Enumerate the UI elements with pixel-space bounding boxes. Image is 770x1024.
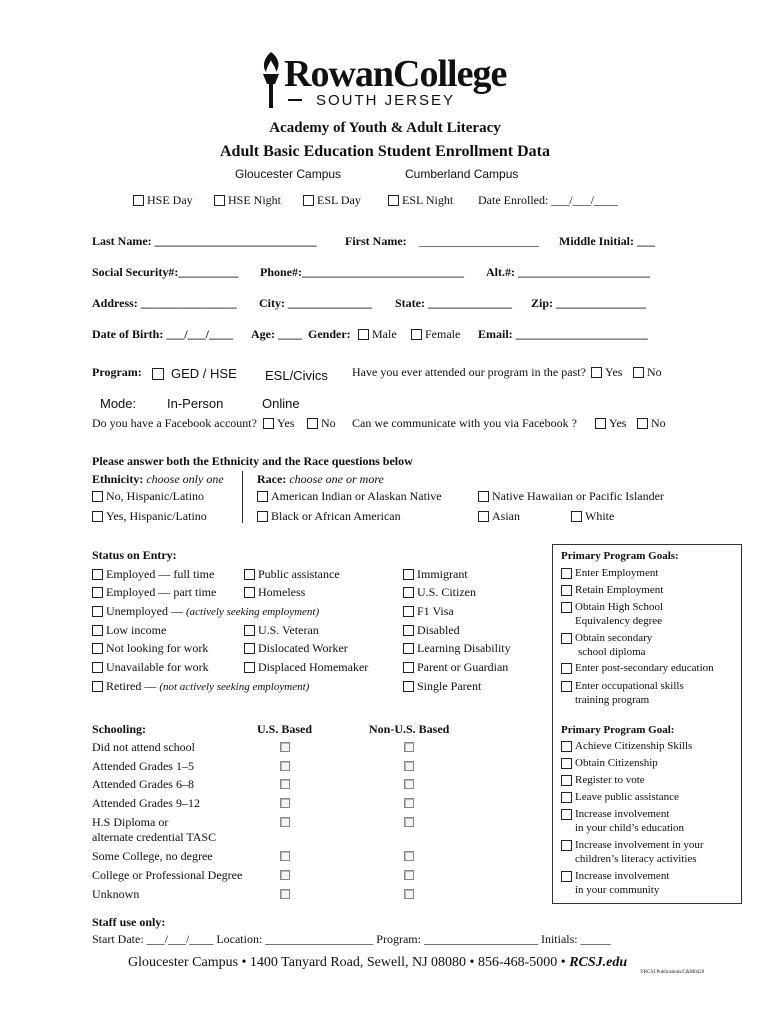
- email-field[interactable]: Email: ______________________: [478, 327, 648, 341]
- staff-heading: Staff use only:: [92, 915, 166, 929]
- checkbox[interactable]: [571, 511, 582, 522]
- attended-no[interactable]: No: [633, 365, 662, 380]
- schooling-row-grades-1-5: Attended Grades 1–5: [92, 759, 194, 773]
- status-retired[interactable]: Retired — (not actively seeking employment): [92, 679, 309, 694]
- checkbox[interactable]: [561, 792, 572, 803]
- facebook-no[interactable]: No: [307, 416, 336, 431]
- campus-gloucester: Gloucester Campus: [235, 167, 342, 181]
- status-homeless[interactable]: Homeless: [244, 585, 305, 600]
- checkbox[interactable]: [561, 741, 572, 752]
- race-american-indian[interactable]: American Indian or Alaskan Native: [257, 489, 442, 504]
- checkbox[interactable]: [561, 633, 572, 644]
- checkbox[interactable]: [92, 606, 103, 617]
- goal-obtain-citizenship[interactable]: Obtain Citizenship: [561, 757, 658, 769]
- checkbox[interactable]: [595, 418, 606, 429]
- facebook-yes[interactable]: Yes: [263, 416, 294, 431]
- class-hse-night[interactable]: HSE Night: [214, 193, 281, 208]
- race-native-hawaiian[interactable]: Native Hawaiian or Pacific Islander: [478, 489, 664, 504]
- status-displaced-homemaker[interactable]: Displaced Homemaker: [244, 660, 368, 675]
- class-esl-night[interactable]: ESL Night: [388, 193, 453, 208]
- first-name-label: First Name:: [345, 234, 407, 248]
- footer-website[interactable]: RCSJ.edu: [569, 955, 628, 970]
- schooling-nonus-checkbox[interactable]: [404, 779, 414, 789]
- schooling-nonus-checkbox[interactable]: [404, 889, 414, 899]
- schooling-us-checkbox[interactable]: [280, 817, 290, 827]
- facebook-comm-no[interactable]: No: [637, 416, 666, 431]
- status-immigrant[interactable]: Immigrant: [403, 567, 468, 582]
- schooling-nonus-checkbox[interactable]: [404, 817, 414, 827]
- goal-secondary-diploma[interactable]: Obtain secondary: [561, 632, 652, 644]
- schooling-us-checkbox[interactable]: [280, 851, 290, 861]
- schooling-row-degree: College or Professional Degree: [92, 868, 243, 882]
- goal-occupational-skills-line2: training program: [575, 694, 650, 706]
- status-learning-disability[interactable]: Learning Disability: [403, 641, 511, 656]
- gender-female[interactable]: Female: [411, 327, 460, 342]
- status-veteran[interactable]: U.S. Veteran: [244, 623, 319, 638]
- goal-citizenship-skills[interactable]: Achieve Citizenship Skills: [561, 740, 692, 752]
- checkbox[interactable]: [358, 329, 369, 340]
- checkbox[interactable]: [303, 195, 314, 206]
- attended-yes[interactable]: Yes: [591, 365, 622, 380]
- checkbox[interactable]: [411, 329, 422, 340]
- schooling-us-checkbox[interactable]: [280, 889, 290, 899]
- checkbox[interactable]: [92, 643, 103, 654]
- title-enrollment: Adult Basic Education Student Enrollment Data: [220, 143, 550, 160]
- status-public-assistance[interactable]: Public assistance: [244, 567, 340, 582]
- campus-cumberland: Cumberland Campus: [405, 167, 519, 181]
- checkbox[interactable]: [92, 625, 103, 636]
- schooling-nonus-checkbox[interactable]: [404, 851, 414, 861]
- schooling-row-unknown: Unknown: [92, 887, 140, 901]
- checkbox[interactable]: [561, 681, 572, 692]
- race-white[interactable]: White: [571, 509, 614, 524]
- checkbox[interactable]: [92, 662, 103, 673]
- checkbox[interactable]: [561, 663, 572, 674]
- program-label: Program:: [92, 365, 142, 379]
- logo-sub-text: SOUTH JERSEY: [316, 92, 456, 109]
- checkbox[interactable]: [478, 491, 489, 502]
- schooling-row-some-college: Some College, no degree: [92, 849, 213, 863]
- goal-enter-employment[interactable]: Enter Employment: [561, 567, 658, 579]
- checkbox[interactable]: [92, 569, 103, 580]
- checkbox[interactable]: [561, 602, 572, 613]
- first-name-field[interactable]: ____________________: [419, 234, 539, 248]
- dob-field[interactable]: Date of Birth: ___/___/____: [92, 327, 233, 341]
- logo: [256, 50, 516, 120]
- checkbox[interactable]: [403, 662, 414, 673]
- status-employed-full[interactable]: Employed — full time: [92, 567, 214, 582]
- schooling-nonus-checkbox[interactable]: [404, 742, 414, 752]
- race-heading: Race: choose one or more: [257, 472, 384, 486]
- mode-online[interactable]: Online: [262, 396, 300, 411]
- checkbox[interactable]: [561, 585, 572, 596]
- status-parent-guardian[interactable]: Parent or Guardian: [403, 660, 508, 675]
- goals-heading-2: Primary Program Goal:: [561, 724, 675, 736]
- checkbox[interactable]: [403, 587, 414, 598]
- checkbox[interactable]: [92, 491, 103, 502]
- checkbox[interactable]: [561, 568, 572, 579]
- schooling-nonus-heading: Non-U.S. Based: [369, 722, 450, 736]
- checkbox[interactable]: [307, 418, 318, 429]
- status-unemployed[interactable]: Unemployed — (actively seeking employment): [92, 604, 319, 619]
- goal-child-literacy[interactable]: Increase involvement in your: [561, 839, 704, 851]
- alt-phone-field[interactable]: Alt.#: ______________________: [486, 265, 650, 279]
- checkbox[interactable]: [152, 368, 164, 380]
- status-f1-visa[interactable]: F1 Visa: [403, 604, 454, 619]
- checkbox[interactable]: [403, 643, 414, 654]
- checkbox[interactable]: [244, 662, 255, 673]
- checkbox[interactable]: [561, 871, 572, 882]
- torch-icon: [256, 50, 286, 112]
- checkbox[interactable]: [633, 367, 644, 378]
- goal-child-education-line2: in your child’s education: [575, 822, 685, 834]
- zip-field[interactable]: Zip: _______________: [531, 296, 647, 310]
- schooling-row-grades-6-8: Attended Grades 6–8: [92, 777, 194, 791]
- race-asian[interactable]: Asian: [478, 509, 520, 524]
- facebook-comm-question: Can we communicate with you via Facebook ?: [352, 416, 577, 430]
- checkbox[interactable]: [257, 511, 268, 522]
- goal-child-literacy-line2: children’s literacy activities: [575, 853, 697, 865]
- program-esl[interactable]: ESL/Civics: [265, 368, 328, 383]
- schooling-us-checkbox[interactable]: [280, 798, 290, 808]
- checkbox[interactable]: [561, 775, 572, 786]
- schooling-us-checkbox[interactable]: [280, 761, 290, 771]
- checkbox[interactable]: [244, 625, 255, 636]
- goal-community-line2: in your community: [575, 884, 660, 896]
- status-single-parent[interactable]: Single Parent: [403, 679, 481, 694]
- facebook-comm-yes[interactable]: Yes: [595, 416, 626, 431]
- ethnicity-yes[interactable]: Yes, Hispanic/Latino: [92, 509, 207, 524]
- footer-address: Gloucester Campus • 1400 Tanyard Road, Sewell, NJ 08080 • 856-468-5000 • RCSJ.edu: [128, 955, 628, 970]
- status-low-income[interactable]: Low income: [92, 623, 166, 638]
- goal-community[interactable]: Increase involvement: [561, 870, 669, 882]
- checkbox[interactable]: [403, 681, 414, 692]
- gender-male[interactable]: Male: [358, 327, 397, 342]
- middle-initial-field[interactable]: Middle Initial: ___: [559, 234, 656, 248]
- checkbox[interactable]: [92, 511, 103, 522]
- checkbox[interactable]: [133, 195, 144, 206]
- ethnicity-no[interactable]: No, Hispanic/Latino: [92, 489, 204, 504]
- schooling-row-grades-9-12: Attended Grades 9–12: [92, 796, 200, 810]
- goal-retain-employment[interactable]: Retain Employment: [561, 584, 663, 596]
- goal-child-education[interactable]: Increase involvement: [561, 808, 669, 820]
- checkbox[interactable]: [561, 840, 572, 851]
- goal-occupational-skills[interactable]: Enter occupational skills: [561, 680, 684, 692]
- logo-main-text: RowanCollege: [284, 53, 507, 95]
- age-field[interactable]: Age: ____: [251, 327, 302, 341]
- goal-secondary-diploma-line2: school diploma: [578, 646, 646, 658]
- checkbox[interactable]: [244, 569, 255, 580]
- goal-register-vote[interactable]: Register to vote: [561, 774, 645, 786]
- checkbox[interactable]: [403, 625, 414, 636]
- schooling-us-checkbox[interactable]: [280, 742, 290, 752]
- checkbox[interactable]: [263, 418, 274, 429]
- schooling-nonus-checkbox[interactable]: [404, 870, 414, 880]
- goal-high-school-equiv[interactable]: Obtain High School: [561, 601, 663, 613]
- gender-label: Gender:: [308, 327, 351, 341]
- title-academy: Academy of Youth & Adult Literacy: [269, 120, 501, 136]
- mode-in-person[interactable]: In-Person: [167, 396, 224, 411]
- schooling-row-diploma-line2: alternate credential TASC: [92, 830, 217, 844]
- ethnicity-divider: [242, 471, 243, 523]
- staff-fields[interactable]: Start Date: ___/___/____ Location: __________________ Program: ___________________ Initials: _____: [92, 932, 611, 946]
- checkbox[interactable]: [257, 491, 268, 502]
- status-employed-part[interactable]: Employed — part time: [92, 585, 216, 600]
- status-heading: Status on Entry:: [92, 548, 177, 562]
- status-not-looking[interactable]: Not looking for work: [92, 641, 208, 656]
- checkbox[interactable]: [637, 418, 648, 429]
- phone-field[interactable]: Phone#:___________________________: [260, 265, 464, 279]
- checkbox[interactable]: [561, 809, 572, 820]
- schooling-row-none: Did not attend school: [92, 740, 195, 754]
- goals-heading-1: Primary Program Goals:: [561, 550, 679, 562]
- race-black[interactable]: Black or African American: [257, 509, 401, 524]
- schooling-heading: Schooling:: [92, 722, 147, 736]
- status-unavailable[interactable]: Unavailable for work: [92, 660, 209, 675]
- ethnicity-instruction: Please answer both the Ethnicity and the Race questions below: [92, 454, 413, 468]
- goal-post-secondary[interactable]: Enter post-secondary education: [561, 662, 714, 674]
- checkbox[interactable]: [591, 367, 602, 378]
- checkbox[interactable]: [244, 587, 255, 598]
- checkbox[interactable]: [388, 195, 399, 206]
- goal-high-school-equiv-line2: Equivalency degree: [575, 615, 663, 627]
- mode-label: Mode:: [100, 396, 137, 411]
- ssn-field[interactable]: Social Security#:__________: [92, 265, 239, 279]
- schooling-nonus-checkbox[interactable]: [404, 798, 414, 808]
- state-field[interactable]: State: ______________: [395, 296, 512, 310]
- facebook-question: Do you have a Facebook account?: [92, 416, 257, 430]
- address-field[interactable]: Address: ________________: [92, 296, 237, 310]
- schooling-us-heading: U.S. Based: [257, 722, 313, 736]
- class-esl-day[interactable]: ESL Day: [303, 193, 361, 208]
- logo-rule: [288, 99, 302, 101]
- date-enrolled[interactable]: Date Enrolled: ___/___/____: [478, 193, 618, 207]
- goal-leave-assistance[interactable]: Leave public assistance: [561, 791, 679, 803]
- checkbox[interactable]: [478, 511, 489, 522]
- checkbox[interactable]: [92, 681, 103, 692]
- last-name-field[interactable]: Last Name: ___________________________: [92, 234, 317, 248]
- checkbox[interactable]: [403, 606, 414, 617]
- schooling-nonus-checkbox[interactable]: [404, 761, 414, 771]
- status-dislocated-worker[interactable]: Dislocated Worker: [244, 641, 348, 656]
- checkbox[interactable]: [214, 195, 225, 206]
- program-ged[interactable]: GED / HSE: [152, 366, 237, 381]
- footer-code: ©RCSJ Publications/C&M0420: [640, 970, 705, 975]
- schooling-us-checkbox[interactable]: [280, 779, 290, 789]
- schooling-row-diploma: H.S Diploma or: [92, 815, 169, 829]
- checkbox[interactable]: [561, 758, 572, 769]
- attended-question: Have you ever attended our program in the past?: [352, 365, 586, 379]
- status-us-citizen[interactable]: U.S. Citizen: [403, 585, 476, 600]
- checkbox[interactable]: [244, 643, 255, 654]
- ethnicity-heading: Ethnicity: choose only one: [92, 472, 224, 486]
- schooling-us-checkbox[interactable]: [280, 870, 290, 880]
- city-field[interactable]: City: ______________: [259, 296, 372, 310]
- status-disabled[interactable]: Disabled: [403, 623, 460, 638]
- checkbox[interactable]: [92, 587, 103, 598]
- checkbox[interactable]: [403, 569, 414, 580]
- class-hse-day[interactable]: HSE Day: [133, 193, 193, 208]
